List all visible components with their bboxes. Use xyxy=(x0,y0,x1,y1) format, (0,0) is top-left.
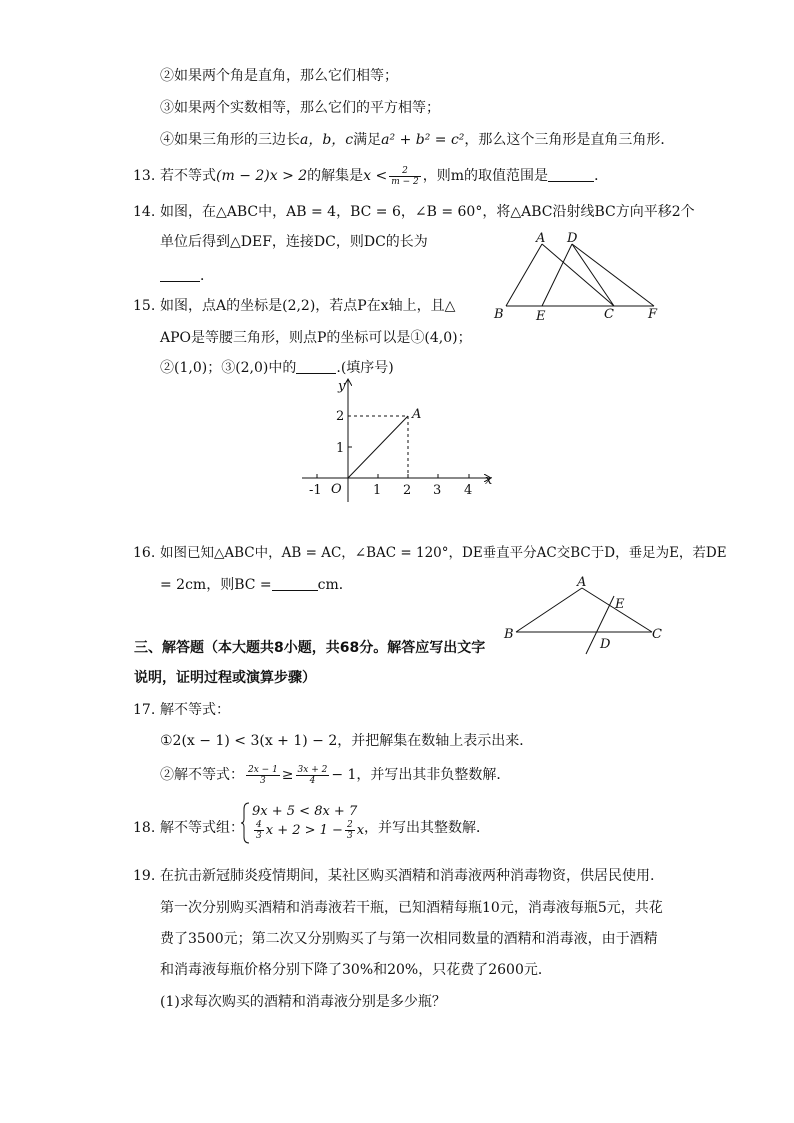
x-tick: 3 xyxy=(433,483,442,498)
y-tick: 2 xyxy=(336,409,345,424)
system-equation-1: 9x + 5 < 8x + 7 xyxy=(252,804,358,819)
question-17-part-2: ②解不等式： $\frac{2x - 1}{3}$ ≥ $\frac{3x + 2}{4}$ − 1，并写出其非负整数解． xyxy=(160,764,511,786)
x-axis-label: x xyxy=(485,473,493,488)
question-15-line-3: ②(1,0)；③(2,0)中的 .(填序号) xyxy=(160,360,394,376)
x-tick: 4 xyxy=(464,483,473,498)
label-E: E xyxy=(536,309,546,324)
y-axis-label: y xyxy=(338,379,346,394)
origin-label: O xyxy=(331,482,342,497)
question-14-answer: ． xyxy=(160,266,214,286)
system-equation-2: $\frac{4}{3}$ x + 2 > 1 − $\frac{2}{3}$ x xyxy=(256,820,365,841)
question-19-line-3: 费了3500元；第二次又分别购买了与第一次相同数量的酒精和消毒液，由于酒精 xyxy=(160,931,658,947)
question-14-line-1: 如图，在△ABC中，AB = 4，BC = 6，∠B = 60°，将△ABC沿射线BC方向平移2个 xyxy=(160,204,695,220)
label-D: D xyxy=(567,231,578,246)
question-15-line-2: APO是等腰三角形，则点P的坐标可以是①(4,0)； xyxy=(160,330,472,346)
label-D: D xyxy=(600,637,611,652)
answer-blank-14[interactable] xyxy=(160,267,200,282)
question-19-line-1: 在抗击新冠肺炎疫情期间，某社区购买酒精和消毒液两种消毒物资，供居民使用. xyxy=(160,868,655,884)
question-16-line-2: = 2cm，则BC = cm． xyxy=(160,577,353,593)
question-15-number: 15. xyxy=(133,298,156,314)
question-18-prefix: 解不等式组： xyxy=(160,820,244,836)
question-14-line-2: 单位后得到△DEF，连接DC，则DC的长为 xyxy=(160,234,428,250)
question-14-number: 14. xyxy=(133,204,156,220)
question-19-part-1: (1)求每次购买的酒精和消毒液分别是多少瓶？ xyxy=(160,994,446,1010)
label-C: C xyxy=(604,307,614,322)
label-E: E xyxy=(615,597,625,612)
question-13-text: 若不等式(m − 2)x > 2的解集是x < $\frac{2}{m - 2}$ ，则m的取值范围是 ． xyxy=(160,165,609,187)
section-heading-line-1: 三、解答题（本大题共8小题，共68分。解答应写出文字 xyxy=(134,640,486,656)
x-tick: -1 xyxy=(309,483,322,498)
question-18-suffix: ，并写出其整数解． xyxy=(364,820,490,836)
label-A: A xyxy=(577,575,587,590)
label-B: B xyxy=(494,307,504,322)
question-15-line-1: 如图，点A的坐标是(2,2)，若点P在x轴上，且△ xyxy=(160,298,456,314)
label-A: A xyxy=(536,231,546,246)
answer-blank-13[interactable] xyxy=(548,167,594,182)
section-heading-line-2: 说明，证明过程或演算步骤） xyxy=(134,670,316,686)
statement-4: ④如果三角形的三边长a，b，c满足a² + b² = c²，那么这个三角形是直角三角形． xyxy=(160,132,675,148)
system-brace xyxy=(241,801,251,845)
triangle-translation-figure xyxy=(490,228,670,324)
coordinate-figure xyxy=(294,374,504,506)
question-17-title: 解不等式： xyxy=(160,702,230,718)
statement-3: ③如果两个实数相等，那么它们的平方相等； xyxy=(160,100,440,116)
perpendicular-bisector-figure xyxy=(498,572,674,658)
question-19-number: 19. xyxy=(133,868,156,884)
question-17-number: 17. xyxy=(133,702,156,718)
answer-blank-16[interactable] xyxy=(272,576,318,591)
question-16-line-1: 如图已知△ABC中，AB = AC，∠BAC = 120°，DE垂直平分AC交BC于D，垂足为E，若DE xyxy=(160,545,727,561)
label-F: F xyxy=(648,307,658,322)
question-16-number: 16. xyxy=(133,545,156,561)
y-tick: 1 xyxy=(336,441,345,456)
answer-blank-15[interactable] xyxy=(296,359,336,374)
label-B: B xyxy=(504,627,514,642)
question-19-line-2: 第一次分别购买酒精和消毒液若干瓶，已知酒精每瓶10元，消毒液每瓶5元，共花 xyxy=(160,900,663,916)
statement-2: ②如果两个角是直角，那么它们相等； xyxy=(160,68,398,84)
question-17-part-1: ①2(x − 1) < 3(x + 1) − 2，并把解集在数轴上表示出来． xyxy=(160,733,534,749)
label-C: C xyxy=(652,627,662,642)
x-tick: 2 xyxy=(403,483,412,498)
question-19-line-4: 和消毒液每瓶价格分别下降了30%和20%，只花费了2600元． xyxy=(160,962,552,978)
question-13-number: 13. xyxy=(133,168,156,184)
point-A-label: A xyxy=(412,407,422,422)
question-18-number: 18. xyxy=(133,820,156,836)
x-tick: 1 xyxy=(373,483,382,498)
